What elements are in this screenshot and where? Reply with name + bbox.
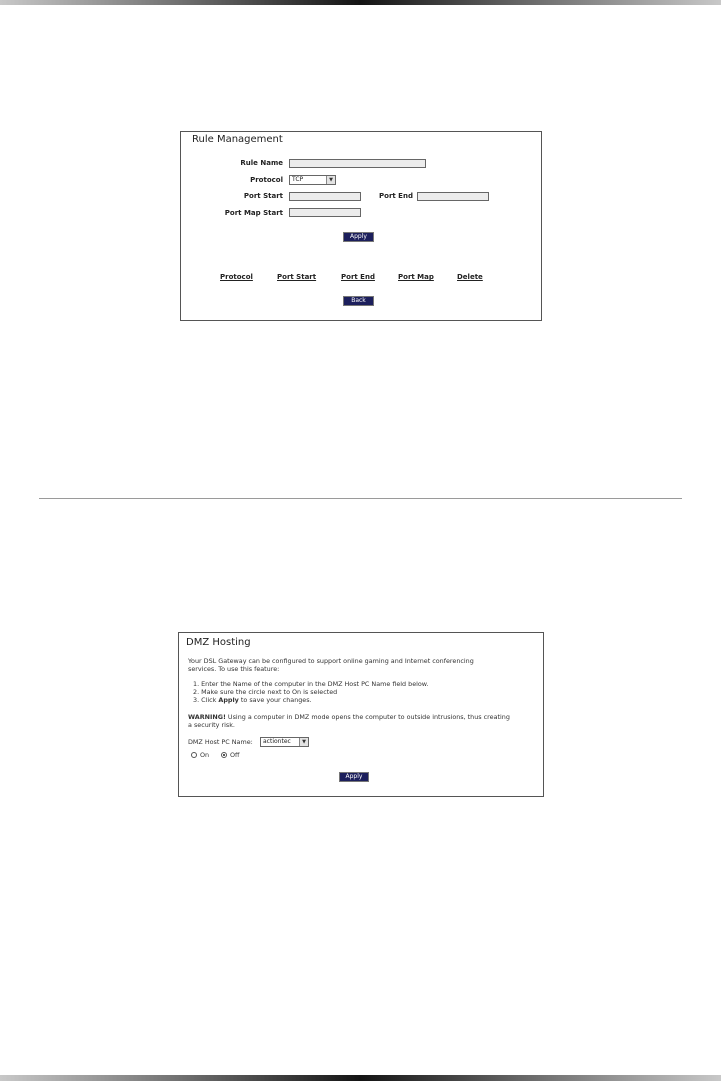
column-port-map: Port Map	[398, 273, 434, 281]
dmz-intro-line2: services. To use this feature:	[188, 665, 280, 673]
chevron-down-icon[interactable]: ▼	[299, 738, 308, 746]
column-delete: Delete	[457, 273, 483, 281]
rule-name-input[interactable]	[289, 159, 426, 168]
dmz-off-label: Off	[230, 751, 240, 759]
back-button[interactable]: Back	[343, 296, 374, 306]
port-map-start-input[interactable]	[289, 208, 361, 217]
dmz-host-selected-value: actiontec	[263, 738, 291, 745]
rule-name-label: Rule Name	[240, 159, 283, 167]
dmz-hosting-title: DMZ Hosting	[186, 637, 251, 648]
chevron-down-icon[interactable]: ▼	[326, 176, 335, 184]
column-port-start: Port Start	[277, 273, 317, 281]
section-divider	[39, 498, 682, 499]
dmz-step-1: 1. Enter the Name of the computer in the DMZ Host PC Name field below.	[193, 680, 429, 688]
dmz-step-2: 2. Make sure the circle next to On is selected	[193, 688, 338, 696]
apply-button[interactable]: Apply	[343, 232, 374, 242]
column-port-end: Port End	[341, 273, 375, 281]
dmz-step-3: 3. Click Apply to save your changes.	[193, 696, 312, 704]
protocol-select[interactable]	[289, 175, 336, 185]
dmz-hosting-panel	[178, 632, 544, 797]
protocol-label: Protocol	[250, 176, 283, 184]
port-map-start-label: Port Map Start	[224, 209, 283, 217]
dmz-on-radio[interactable]	[191, 752, 197, 758]
rule-management-title: Rule Management	[192, 134, 283, 145]
column-protocol: Protocol	[220, 273, 253, 281]
port-end-input[interactable]	[417, 192, 489, 201]
dmz-warning: WARNING! Using a computer in DMZ mode opens the computer to outside intrusions, thus creating	[188, 713, 510, 721]
dmz-apply-button[interactable]: Apply	[339, 772, 369, 782]
top-decorative-bar	[0, 0, 721, 5]
dmz-on-label: On	[200, 751, 210, 759]
port-start-input[interactable]	[289, 192, 361, 201]
dmz-host-select[interactable]	[260, 737, 309, 747]
bottom-decorative-bar	[0, 1075, 721, 1081]
port-start-label: Port Start	[243, 192, 283, 200]
port-end-label: Port End	[379, 192, 413, 200]
dmz-intro-line1: Your DSL Gateway can be configured to support online gaming and Internet conferencing	[188, 657, 474, 665]
dmz-off-radio[interactable]	[221, 752, 227, 758]
dmz-warning-line2: a security risk.	[188, 721, 235, 729]
protocol-selected-value: TCP	[292, 176, 304, 183]
rule-management-panel	[180, 131, 542, 321]
dmz-host-label: DMZ Host PC Name:	[188, 738, 253, 746]
